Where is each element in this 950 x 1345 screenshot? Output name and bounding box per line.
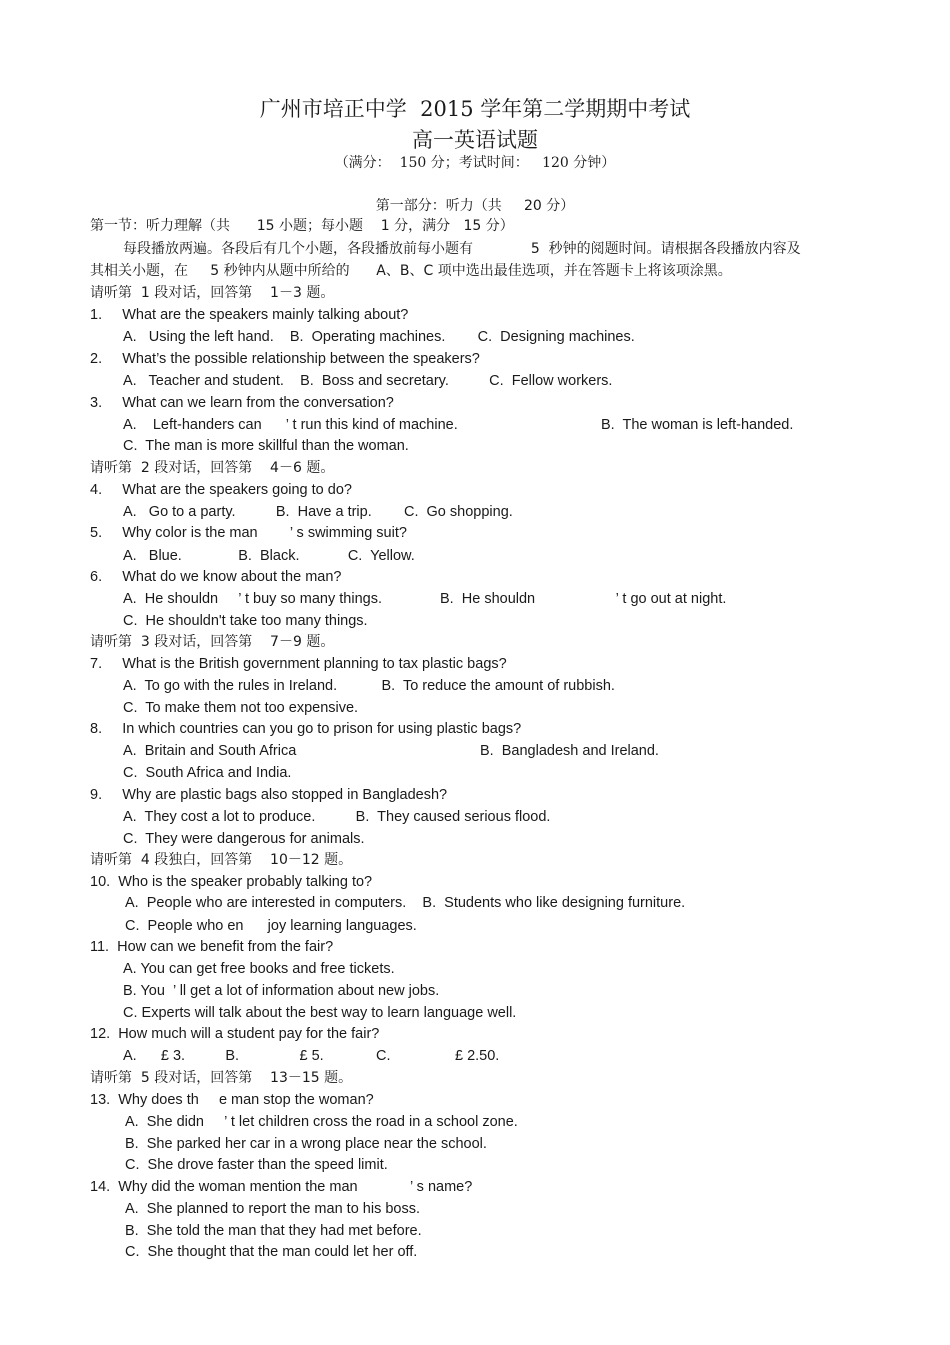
question-line: A. You can get free books and free tickets.	[123, 961, 395, 977]
exam-subject-title: 高一英语试题	[412, 128, 538, 152]
question-line: C. To make them not too expensive.	[123, 700, 359, 716]
part1-title: 第一部分：听力（共 20 分）	[375, 198, 575, 214]
question-line: A. Britain and South Africa	[123, 743, 297, 759]
question-line: A. People who are interested in computers. B. Students who like designing furniture.	[125, 895, 686, 911]
dialogue-instruction: 请听第 1 段对话，回答第 1－3 题。	[90, 285, 335, 301]
question-line: A. He shouldn ’ t buy so many things.	[123, 591, 382, 607]
question-line: B. You ’ ll get a lot of information about new jobs.	[123, 983, 440, 999]
question-line: A. To go with the rules in Ireland. B. To reduce the amount of rubbish.	[123, 678, 615, 694]
question-line: 8. In which countries can you go to prison for using plastic bags?	[90, 721, 522, 737]
question-line: 7. What is the British government planning to tax plastic bags?	[90, 656, 507, 672]
question-line: A. Go to a party. B. Have a trip. C. Go shopping.	[123, 504, 513, 520]
question-line: A. She planned to report the man to his boss.	[125, 1201, 421, 1217]
question-line: A. Using the left hand. B. Operating machines. C. Designing machines.	[123, 329, 635, 345]
question-line: 5. Why color is the man ’ s swimming suit?	[90, 525, 407, 541]
question-line: A. £ 3. B. £ 5. C. £ 2.50.	[123, 1048, 500, 1064]
question-line: C. He shouldn't take too many things.	[123, 613, 368, 629]
question-line: 2. What’s the possible relationship between the speakers?	[90, 351, 480, 367]
question-line: 4. What are the speakers going to do?	[90, 482, 352, 498]
question-line: C. South Africa and India.	[123, 765, 292, 781]
question-line: B. Bangladesh and Ireland.	[480, 743, 659, 759]
section1-title: 第一节：听力理解（共 15 小题；每小题 1 分，满分 15 分）	[90, 218, 514, 234]
question-line: C. She thought that the man could let her off.	[125, 1244, 418, 1260]
question-line: 3. What can we learn from the conversation?	[90, 395, 394, 411]
instructions-line-1: 每段播放两遍。各段后有几个小题，各段播放前每小题有 5 秒钟的阅题时间。请根据各段播放内容及	[123, 241, 801, 257]
question-line: B. She told the man that they had met before.	[125, 1223, 422, 1239]
dialogue-instruction: 请听第 4 段独白，回答第 10－12 题。	[90, 852, 353, 868]
question-line: 9. Why are plastic bags also stopped in Bangladesh?	[90, 787, 448, 803]
dialogue-instruction: 请听第 5 段对话，回答第 13－15 题。	[90, 1070, 353, 1086]
question-line: B. The woman is left-handed.	[601, 417, 794, 433]
question-line: C. They were dangerous for animals.	[123, 831, 365, 847]
instructions-line-2: 其相关小题，在 5 秒钟内从题中所给的 A、B、C 项中选出最佳选项，并在答题卡上将该项涂黑。	[90, 263, 732, 279]
dialogue-instruction: 请听第 3 段对话，回答第 7－9 题。	[90, 634, 335, 650]
question-line: B. She parked her car in a wrong place near the school.	[125, 1136, 487, 1152]
question-line: A. They cost a lot to produce. B. They caused serious flood.	[123, 809, 551, 825]
exam-score-time: （满分： 150 分；考试时间： 120 分钟）	[334, 155, 616, 171]
question-line: C. She drove faster than the speed limit.	[125, 1157, 388, 1173]
question-line: C. Experts will talk about the best way to learn language well.	[123, 1005, 517, 1021]
question-line: A. Left-handers can ’ t run this kind of machine.	[123, 417, 458, 433]
dialogue-instruction: 请听第 2 段对话，回答第 4－6 题。	[90, 460, 335, 476]
question-line: C. People who en joy learning languages.	[125, 918, 417, 934]
question-line: A. Blue. B. Black. C. Yellow.	[123, 548, 415, 564]
question-line: 10. Who is the speaker probably talking to?	[90, 874, 373, 890]
question-line: C. The man is more skillful than the woman.	[123, 438, 409, 454]
question-line: 12. How much will a student pay for the fair?	[90, 1026, 380, 1042]
question-line: 6. What do we know about the man?	[90, 569, 342, 585]
question-line: 14. Why did the woman mention the man ’ s name?	[90, 1179, 473, 1195]
exam-title: 广州市培正中学 2015 学年第二学期期中考试	[259, 97, 691, 121]
question-line: A. She didn ’ t let children cross the road in a school zone.	[125, 1114, 518, 1130]
question-line: A. Teacher and student. B. Boss and secretary. C. Fellow workers.	[123, 373, 613, 389]
question-line: 1. What are the speakers mainly talking about?	[90, 307, 409, 323]
question-line: 11. How can we benefit from the fair?	[90, 939, 334, 955]
question-line: B. He shouldn ’ t go out at night.	[440, 591, 727, 607]
question-line: 13. Why does th e man stop the woman?	[90, 1092, 374, 1108]
